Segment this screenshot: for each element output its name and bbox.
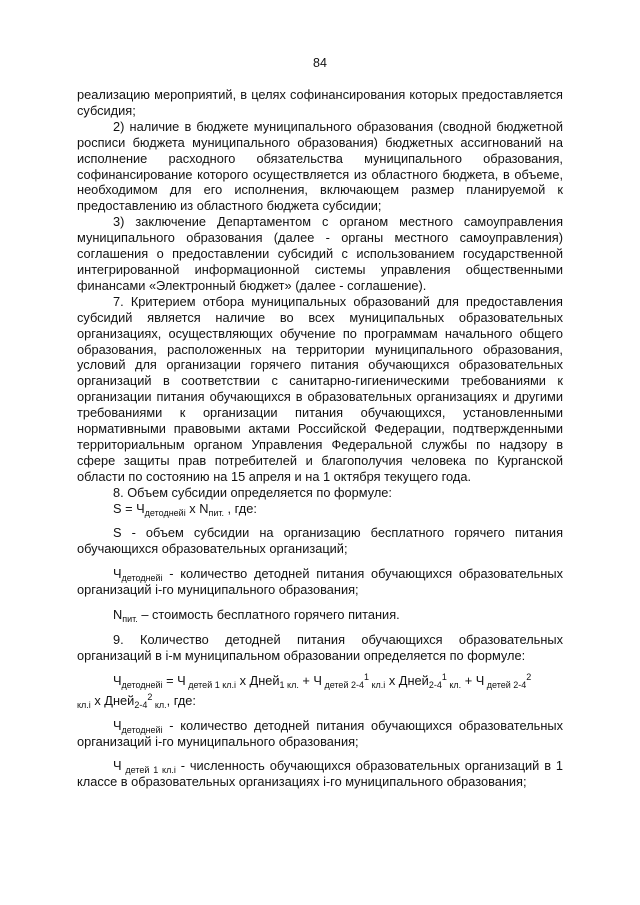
formula-detodney-line1: $Ч_{детоднейi} = Ч$ $_{детей 1 кл.i}$ х Дней$_{1 кл.}$ + Ч $_{детей 2-4}^1$ $_{кл.i}$ х Дней$_{2-4}^1$ $_{кл.}$ + Ч $_{детей 2-4}^2$ <box>113 671 532 690</box>
paragraph-item-8: 8. Объем субсидии определяется по формуле: <box>113 484 392 500</box>
paragraph-item-3: 3) заключение Департаментом с органом местного самоуправления муниципального образования (далее - органы местного самоуправления) соглашения о предоставлении субсидий с использованием государственной интегрированной информационной системы управления общественными финансами «Электронный бюджет» (далее - соглашение). <box>77 214 563 293</box>
formula-subsidy: $S = Ч_{детоднейi}$ х $N_{пит.}$ , где: <box>113 500 257 518</box>
definition-ch-detodney-2: $Ч_{детоднейi}$ - количество детодней питания обучающихся образовательных организаций i-го муниципального образования; <box>77 717 563 749</box>
paragraph-item-2: 2) наличие в бюджете муниципального образования (сводной бюджетной росписи бюджета муниципального образования) бюджетных ассигнований на исполнение расходного обязательства муниципального образования, софинансирование которого осуществляется из областного бюджета, в объеме, необходимом для его исполнения, включающем размер планируемой к предоставлению из областного бюджета субсидии; <box>77 118 563 214</box>
paragraph-item-9: 9. Количество детодней питания обучающихся образовательных организаций в i-м муниципальном образовании определяется по формуле: <box>77 632 563 663</box>
paragraph-continuation: реализацию мероприятий, в целях софинансирования которых предоставляется субсидия; <box>77 87 563 118</box>
definition-ch-detodney: $Ч_{детоднейi}$ - количество детодней питания обучающихся образовательных организаций i-го муниципального образования; <box>77 566 563 598</box>
page-number: 84 <box>313 56 327 70</box>
paragraph-item-7: 7. Критерием отбора муниципальных образований для предоставления субсидий является наличие во всех муниципальных образовательных организациях, осуществляющих обучение по программам начального общего образования, расположенных на территории муниципального образования, условий для организации горячего питания обучающихся образовательных организаций в соответствии с санитарно-гигиеническими требованиями к организации питания обучающихся в образовательных организациях и другими требованиями к организации питания обучающихся, установленными нормативными правовыми актами Российской Федерации, подтвержденными территориальным органом Управления Федеральной службы по надзору в сфере защиты прав потребителей и благополучия человека по Курганской области по состоянию на 15 апреля и на 1 октября текущего года. <box>77 293 563 484</box>
formula-detodney-line2: $_{кл.i}$ х Дней$_{2-4}^2$ $_{кл.}$, где: <box>77 691 196 710</box>
definition-s: S - объем субсидии на организацию бесплатного горячего питания обучающихся образовательных организаций; <box>77 525 563 557</box>
definition-ch-first-grade: Ч $_{детей 1 кл.i}$ - численность обучающихся образовательных организаций в 1 классе в образовательных организациях i-го муниципального образования; <box>77 758 563 790</box>
document-body <box>77 87 563 790</box>
definition-n-pit: $N_{пит.}$ – стоимость бесплатного горячего питания. <box>113 607 400 625</box>
